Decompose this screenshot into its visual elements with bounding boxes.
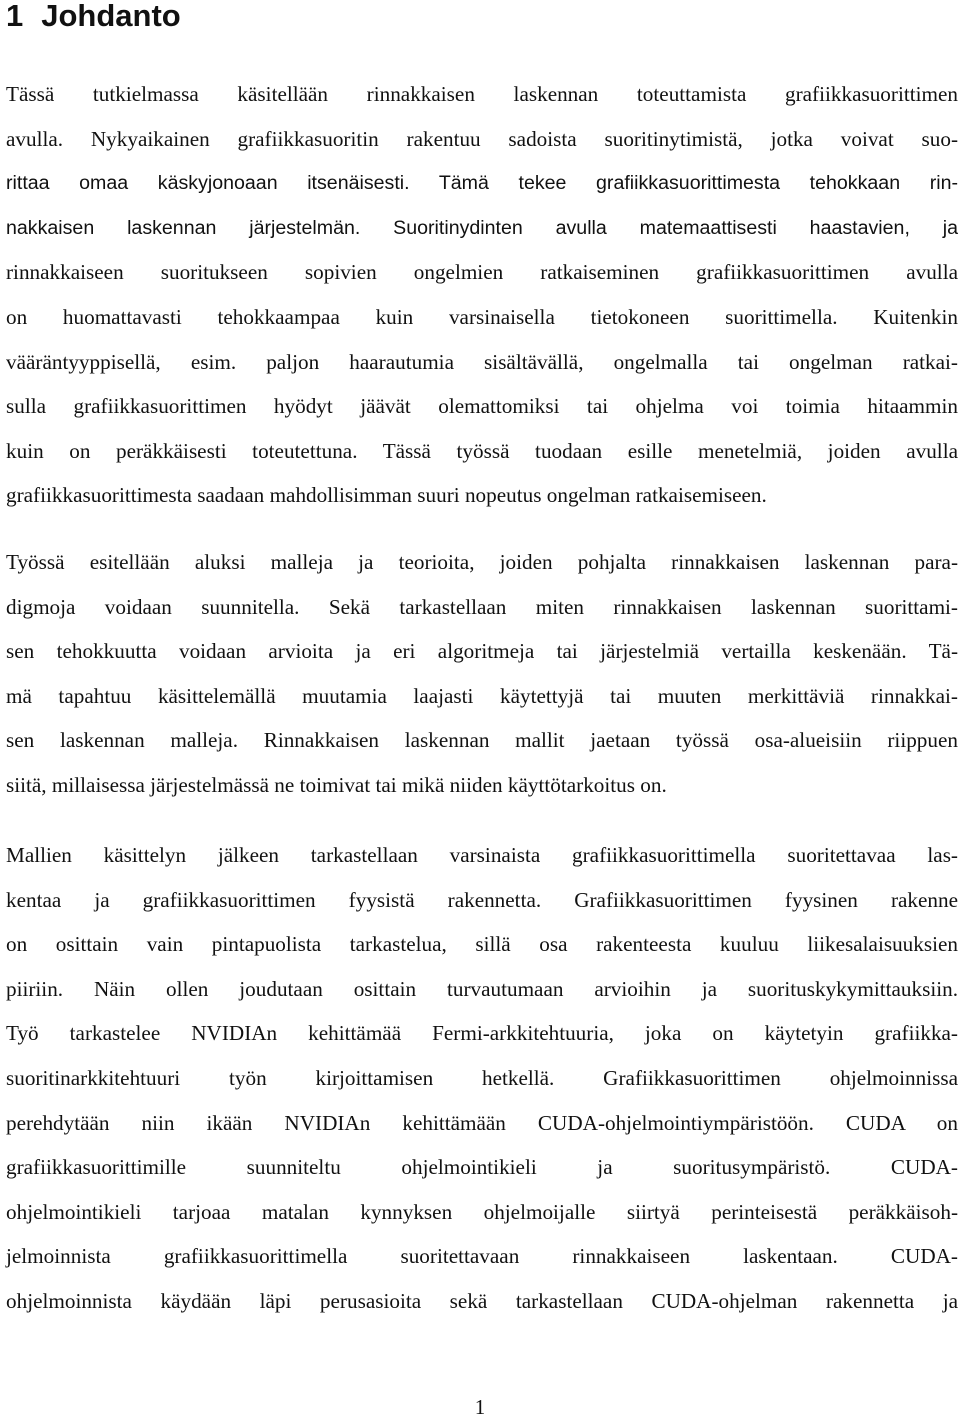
paragraph-line: grafiikkasuorittimille suunniteltu ohjelmointikieli ja suoritusympäristö. CUDA- <box>6 1155 958 1180</box>
paragraph-line: on osittain vain pintapuolista tarkastelua, sillä osa rakenteesta kuuluu liikesalaisuuksien <box>6 932 958 957</box>
paragraph-line: sulla grafiikkasuorittimen hyödyt jäävät olemattomiksi tai ohjelma voi toimia hitaammin <box>6 394 958 419</box>
paragraph-line: Tässä tutkielmassa käsitellään rinnakkaisen laskennan toteuttamista grafiikkasuorittimen <box>6 82 958 106</box>
paragraph-line: on huomattavasti tehokkaampaa kuin varsinaisella tietokoneen suorittimella. Kuitenkin <box>6 304 958 329</box>
paragraph-line: sen laskennan malleja. Rinnakkaisen laskennan mallit jaetaan työssä osa-alueisiin riippuen <box>6 728 958 753</box>
paragraph-line: rinnakkaiseen suoritukseen sopivien ongelmien ratkaiseminen grafiikkasuorittimen avulla <box>6 260 958 285</box>
paragraph-2 <box>6 540 958 808</box>
paragraph-line: perehdytään niin ikään NVIDIAn kehittämään CUDA-ohjelmointiympäristöön. CUDA on <box>6 1110 958 1135</box>
page-number: 1 <box>474 1395 486 1419</box>
paragraph-3 <box>6 833 958 1324</box>
paragraph-line: grafiikkasuorittimesta saadaan mahdollisimman suuri nopeutus ongelman ratkaisemiseen. <box>6 483 767 508</box>
paragraph-line: jelmoinnista grafiikkasuorittimella suoritettavaan rinnakkaiseen laskentaan. CUDA- <box>6 1244 958 1269</box>
paragraph-line: kuin on peräkkäisesti toteutettuna. Tässä työssä tuodaan esille menetelmiä, joiden avulla <box>6 438 958 463</box>
paragraph-line: Mallien käsittelyn jälkeen tarkastellaan varsinaista grafiikkasuorittimella suoritettavaa las- <box>6 843 958 867</box>
paragraph-line: ohjelmointikieli tarjoaa matalan kynnyksen ohjelmoijalle siirtyä perinteisestä peräkkäisoh- <box>6 1199 958 1224</box>
chapter-title: Johdanto <box>41 0 181 33</box>
paragraph-line: Työ tarkastelee NVIDIAn kehittämää Fermi-arkkitehtuuria, joka on käytetyin grafiikka- <box>6 1021 958 1046</box>
chapter-number: 1 <box>6 0 24 33</box>
paragraph-line: suoritinarkkitehtuuri työn kirjoittamisen hetkellä. Grafiikkasuorittimen ohjelmoinnissa <box>6 1065 958 1090</box>
paragraph-line: digmoja voidaan suunnitella. Sekä tarkastellaan miten rinnakkaisen laskennan suorittami- <box>6 594 958 619</box>
paragraph-line: sen tehokkuutta voidaan arvioita ja eri algoritmeja tai järjestelmiä vertailla keskenään. Tä- <box>6 639 958 664</box>
paragraph-line: mä tapahtuu käsittelemällä muutamia laajasti käytettyjä tai muuten merkittäviä rinnakkai- <box>6 683 958 708</box>
paragraph-line: Työssä esitellään aluksi malleja ja teorioita, joiden pohjalta rinnakkaisen laskennan para- <box>6 550 958 574</box>
paragraph-1 <box>6 72 958 518</box>
paragraph-line: ohjelmoinnista käydään läpi perusasioita sekä tarkastellaan CUDA-ohjelman rakennetta ja <box>6 1288 958 1313</box>
paragraph-line: siitä, millaisessa järjestelmässä ne toimivat tai mikä niiden käyttötarkoitus on. <box>6 772 667 797</box>
chapter-heading <box>6 0 181 34</box>
paragraph-line: piiriin. Näin ollen joudutaan osittain turvautumaan arvioihin ja suorituskykymittauksiin. <box>6 976 958 1001</box>
paragraph-line: nakkaisen laskennan järjestelmän. Suoritinydinten avulla matemaattisesti haastavien, ja <box>6 216 958 239</box>
paragraph-line: avulla. Nykyaikainen grafiikkasuoritin rakentuu sadoista suoritinytimistä, jotka voivat suo- <box>6 126 958 151</box>
paragraph-line: rittaa omaa käskyjonoaan itsenäisesti. Tämä tekee grafiikkasuorittimesta tehokkaan rin- <box>6 172 958 195</box>
paragraph-line: vääräntyyppisellä, esim. paljon haarautumia sisältävällä, ongelmalla tai ongelman ratkai- <box>6 349 958 374</box>
paragraph-line: kentaa ja grafiikkasuorittimen fyysistä rakennetta. Grafiikkasuorittimen fyysinen rakenne <box>6 887 958 912</box>
